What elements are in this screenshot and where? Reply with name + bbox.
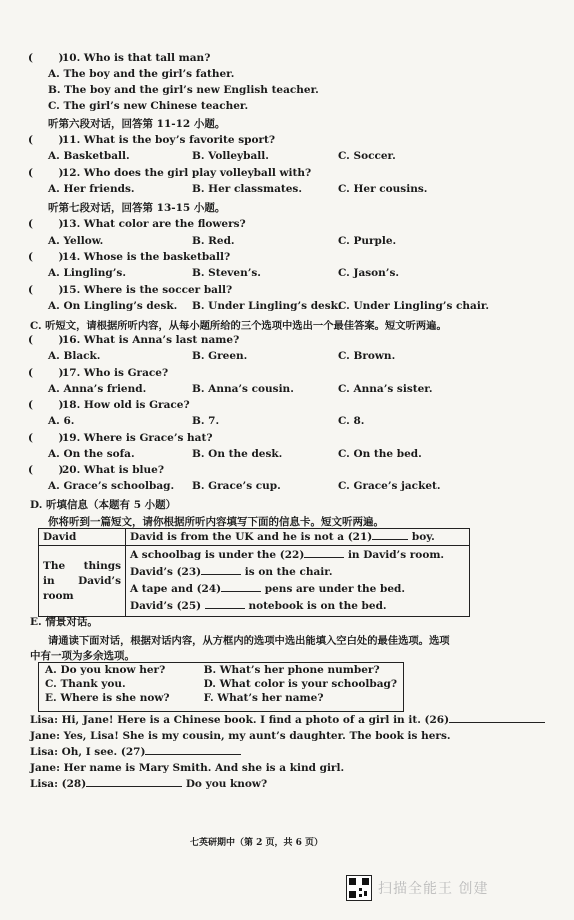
q10-option-b: B. The boy and the girl’s new English teacher. xyxy=(48,84,319,96)
q17-stem: 17. Who is Grace? xyxy=(62,367,169,379)
info-line-25: David’s (25) notebook is on the bed. xyxy=(130,600,387,612)
q15-option-c: C. Under Lingling’s chair. xyxy=(338,300,490,312)
q14-option-b: B. Steven’s. xyxy=(192,267,261,279)
info-21-prefix: David is from the UK and he is not a (21) xyxy=(130,531,373,543)
q10-option-c: C. The girl’s new Chinese teacher. xyxy=(48,100,249,112)
q10-option-a: A. The boy and the girl’s father. xyxy=(48,68,235,80)
option-b: B. What’s her phone number? xyxy=(203,664,380,676)
q11-option-c: C. Soccer. xyxy=(338,150,396,162)
q12-option-b: B. Her classmates. xyxy=(192,183,302,195)
q20-option-a: A. Grace’s schoolbag. xyxy=(48,480,175,492)
q13-paren: ( ) xyxy=(28,218,64,230)
q17-paren: ( ) xyxy=(28,367,64,379)
q16-option-b: B. Green. xyxy=(192,350,248,362)
q11-stem: 11. What is the boy’s favorite sport? xyxy=(62,134,276,146)
q20-option-c: C. Grace’s jacket. xyxy=(338,480,441,492)
q19-option-a: A. On the sofa. xyxy=(48,448,135,460)
q19-stem: 19. Where is Grace’s hat? xyxy=(62,432,213,444)
blank-26[interactable] xyxy=(449,722,545,723)
info-21-suffix: boy. xyxy=(411,531,435,543)
option-a: A. Do you know her? xyxy=(45,664,166,676)
section-e-instruction-2: 中有一项为多余选项。 xyxy=(30,650,135,662)
info-line-24: A tape and (24) pens are under the bed. xyxy=(130,583,405,595)
q10-stem: 10. Who is that tall man? xyxy=(62,52,211,64)
q15-option-b: B. Under Lingling’s desk. xyxy=(192,300,342,312)
info-card-things-label: The things in David’s room xyxy=(39,546,126,617)
info-card-things-lines xyxy=(126,546,470,617)
dialog-line-3: Lisa: Oh, I see. (27) xyxy=(30,746,241,758)
q12-option-c: C. Her cousins. xyxy=(338,183,428,195)
q18-stem: 18. How old is Grace? xyxy=(62,399,190,411)
q19-option-b: B. On the desk. xyxy=(192,448,283,460)
blank-25[interactable] xyxy=(205,608,245,609)
blank-24[interactable] xyxy=(221,591,261,592)
section-e-heading: E. 情景对话。 xyxy=(30,616,98,628)
info-line-22: A schoolbag is under the (22) in David’s room. xyxy=(130,549,445,561)
option-f: F. What’s her name? xyxy=(203,692,324,704)
q17-option-c: C. Anna’s sister. xyxy=(338,383,433,395)
section-e-instruction-1: 请通读下面对话，根据对话内容，从方框内的选项中选出能填入空白处的最佳选项。选项 xyxy=(48,635,450,647)
qr-code-icon xyxy=(346,875,372,901)
q20-paren: ( ) xyxy=(28,464,64,476)
q14-stem: 14. Whose is the basketball? xyxy=(62,251,231,263)
q18-option-c: C. 8. xyxy=(338,415,365,427)
q19-paren: ( ) xyxy=(28,432,64,444)
q17-option-a: A. Anna’s friend. xyxy=(48,383,147,395)
q11-option-b: B. Volleyball. xyxy=(192,150,269,162)
section-d-heading: D. 听填信息（本题有 5 小题） xyxy=(30,499,177,511)
option-d: D. What color is your schoolbag? xyxy=(203,678,397,690)
q12-option-a: A. Her friends. xyxy=(48,183,135,195)
q13-option-c: C. Purple. xyxy=(338,235,397,247)
info-card-row-21 xyxy=(126,529,470,546)
q16-option-a: A. Black. xyxy=(48,350,101,362)
q14-option-a: A. Lingling’s. xyxy=(48,267,126,279)
info-line-23: David’s (23) is on the chair. xyxy=(130,566,333,578)
blank-23[interactable] xyxy=(201,574,241,575)
q20-option-b: B. Grace’s cup. xyxy=(192,480,281,492)
instruction-dialog-6: 听第六段对话，回答第 11-12 小题。 xyxy=(48,118,226,130)
q13-option-b: B. Red. xyxy=(192,235,235,247)
options-box xyxy=(38,662,404,712)
blank-27[interactable] xyxy=(145,754,241,755)
q18-paren: ( ) xyxy=(28,399,64,411)
dialog-line-5: Lisa: (28) Do you know? xyxy=(30,778,268,790)
q10-paren: ( ) xyxy=(28,52,64,64)
q11-paren: ( ) xyxy=(28,134,64,146)
info-card-table xyxy=(38,528,470,617)
dialog-line-2: Jane: Yes, Lisa! She is my cousin, my aunt’s daughter. The book is hers. xyxy=(30,730,451,742)
blank-28[interactable] xyxy=(86,786,182,787)
q11-option-a: A. Basketball. xyxy=(48,150,130,162)
q16-stem: 16. What is Anna’s last name? xyxy=(62,334,240,346)
q18-option-a: A. 6. xyxy=(48,415,75,427)
option-e: E. Where is she now? xyxy=(45,692,170,704)
q16-paren: ( ) xyxy=(28,334,64,346)
q16-option-c: C. Brown. xyxy=(338,350,396,362)
q15-stem: 15. Where is the soccer ball? xyxy=(62,284,233,296)
q13-option-a: A. Yellow. xyxy=(48,235,104,247)
q12-paren: ( ) xyxy=(28,167,64,179)
section-c-heading: C. 听短文，请根据所听内容，从每小题所给的三个选项中选出一个最佳答案。短文听两遍。 xyxy=(30,320,447,332)
q13-stem: 13. What color are the flowers? xyxy=(62,218,246,230)
q14-paren: ( ) xyxy=(28,251,64,263)
info-card-david-label: David xyxy=(39,529,126,546)
instruction-dialog-7: 听第七段对话，回答第 13-15 小题。 xyxy=(48,202,226,214)
q15-paren: ( ) xyxy=(28,284,64,296)
q14-option-c: C. Jason’s. xyxy=(338,267,400,279)
blank-21[interactable] xyxy=(372,539,408,540)
blank-22[interactable] xyxy=(304,557,344,558)
dialog-line-1: Lisa: Hi, Jane! Here is a Chinese book. I find a photo of a girl in it. (26) xyxy=(30,714,545,726)
page-footer: 七英研期中（第 2 页，共 6 页） xyxy=(190,838,324,848)
scanner-watermark: 扫描全能王 创建 xyxy=(378,881,489,897)
q15-option-a: A. On Lingling’s desk. xyxy=(48,300,178,312)
q12-stem: 12. Who does the girl play volleyball with? xyxy=(62,167,312,179)
q18-option-b: B. 7. xyxy=(192,415,220,427)
option-c: C. Thank you. xyxy=(45,678,126,690)
q17-option-b: B. Anna’s cousin. xyxy=(192,383,294,395)
q19-option-c: C. On the bed. xyxy=(338,448,422,460)
q20-stem: 20. What is blue? xyxy=(62,464,165,476)
dialog-line-4: Jane: Her name is Mary Smith. And she is a kind girl. xyxy=(30,762,345,774)
section-d-instruction: 你将听到一篇短文，请你根据所听内容填写下面的信息卡。短文听两遍。 xyxy=(48,516,384,528)
